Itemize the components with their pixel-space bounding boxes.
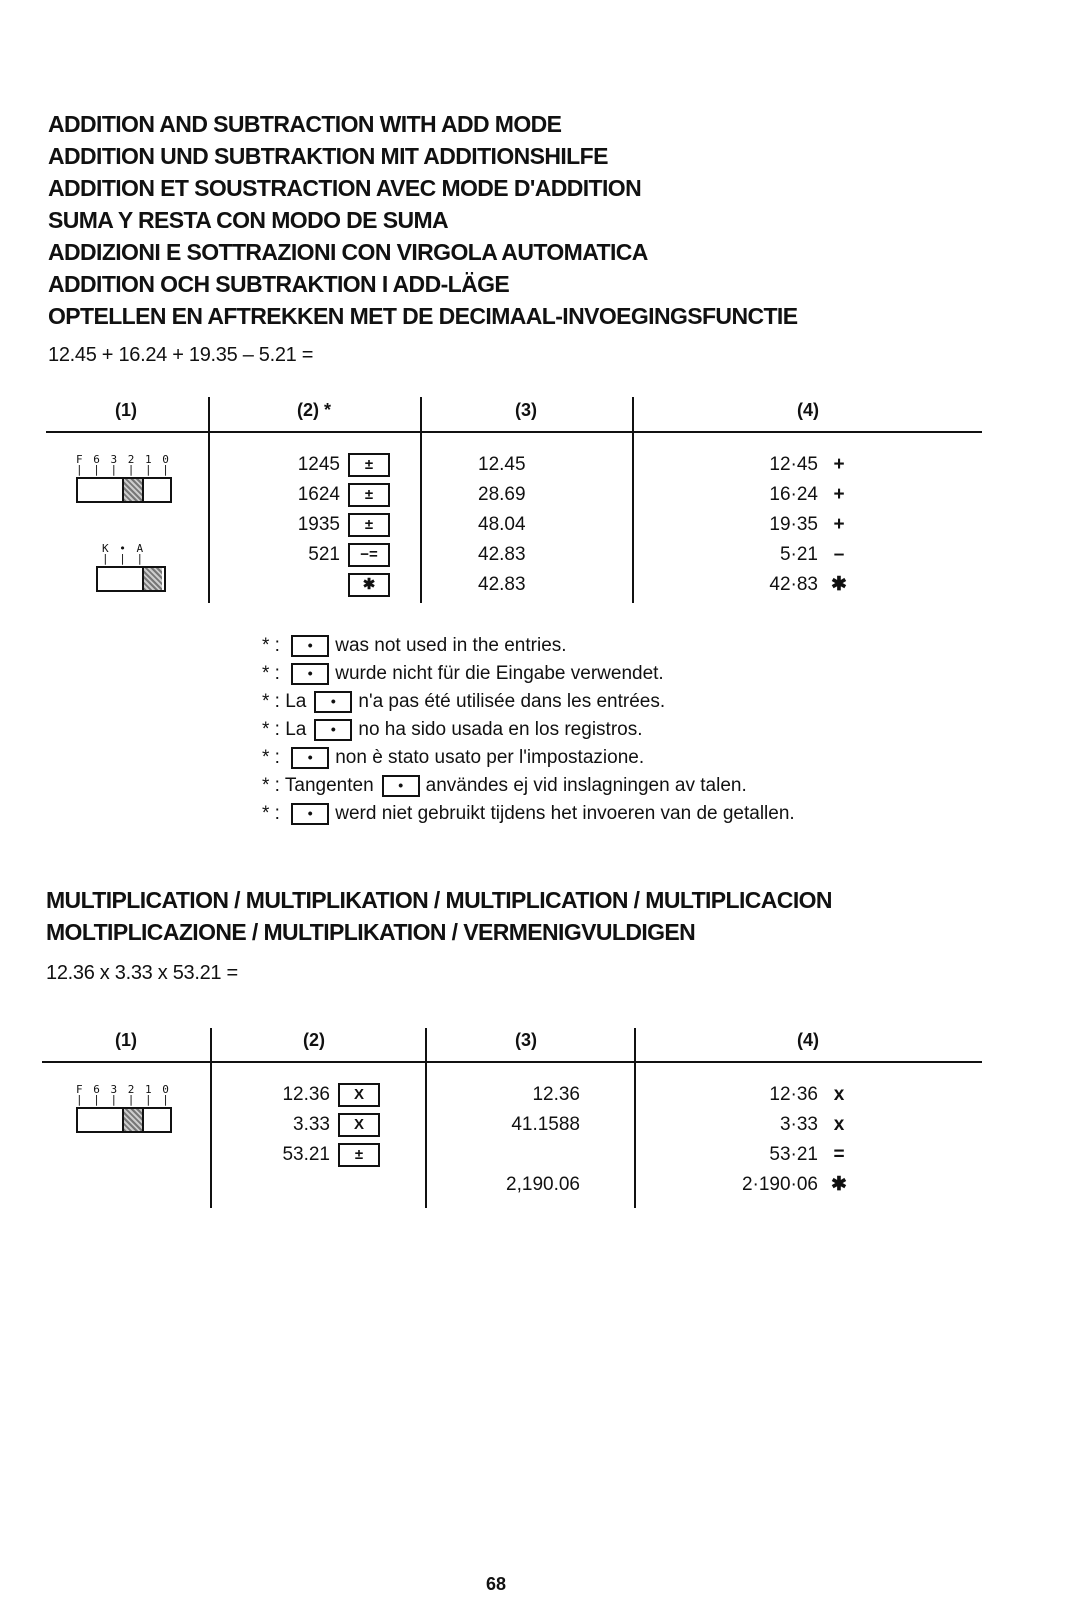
table-row	[240, 1080, 380, 1110]
footnote-text: no ha sido usada en los registros.	[358, 719, 643, 740]
footnote	[262, 688, 795, 716]
heading-sv: ADDITION OCH SUBTRAKTION I ADD-LÄGE	[48, 271, 510, 297]
decimal-key-icon: •	[291, 803, 329, 825]
print-value: 3·33	[779, 1114, 818, 1135]
print-col	[700, 450, 850, 600]
formula-1: 12.45 + 16.24 + 19.35 – 5.21 =	[48, 344, 314, 366]
decimal-key-icon: •	[314, 691, 352, 713]
heading-de: ADDITION UND SUBTRAKTION MIT ADDITIONSHILFE	[48, 143, 608, 169]
decimal-key-icon: •	[291, 663, 329, 685]
heading-nl: OPTELLEN EN AFTREKKEN MET DE DECIMAAL-INVOEGINGSFUNCTIE	[48, 303, 798, 329]
table-row	[250, 480, 390, 510]
footnote-marker: * :	[262, 747, 280, 768]
footnote	[262, 716, 795, 744]
print-col	[700, 1080, 850, 1200]
display-value: 12.45	[478, 454, 526, 475]
display-value: 28.69	[478, 484, 526, 505]
switch-body	[76, 1107, 172, 1133]
footnote-text: n'a pas été utilisée dans les entrées.	[358, 691, 666, 712]
table-row	[250, 450, 390, 480]
print-symbol: ✱	[831, 574, 847, 595]
print-value: 12·45	[769, 454, 818, 475]
col-divider	[425, 1028, 427, 1208]
decimal-key-icon: •	[382, 775, 420, 797]
page-number: 68	[486, 1574, 507, 1594]
print-symbol: x	[833, 1114, 845, 1135]
print-row	[700, 510, 850, 540]
formula-2: 12.36 x 3.33 x 53.21 =	[46, 962, 238, 984]
print-value: 16·24	[769, 484, 818, 505]
heading-multiplication-2: MOLTIPLICAZIONE / MULTIPLIKATION / VERMENIGVULDIGEN	[46, 919, 696, 945]
col-divider	[420, 397, 422, 603]
footnote-marker: * :	[262, 719, 280, 740]
switch-body	[76, 477, 172, 503]
print-row	[700, 570, 850, 600]
footnote-marker: * :	[262, 663, 280, 684]
table-rule	[42, 1061, 982, 1063]
switch-ticks: | | |	[102, 552, 146, 565]
heading-es: SUMA Y RESTA CON MODO DE SUMA	[48, 207, 449, 233]
footnote	[262, 772, 795, 800]
table-row	[240, 1140, 380, 1170]
entry-value: 12.36	[282, 1084, 330, 1105]
table-rule	[46, 431, 982, 433]
footnote	[262, 800, 795, 828]
print-value: 5·21	[779, 544, 818, 565]
switch-ticks: | | | | | |	[76, 463, 171, 476]
table-row	[250, 540, 390, 570]
col-header-3: (3)	[515, 1030, 537, 1050]
footnote-text: wurde nicht für die Eingabe verwendet.	[335, 663, 664, 684]
entry-value: 3.33	[293, 1114, 330, 1135]
section2-headings	[46, 884, 832, 948]
print-row	[700, 1110, 850, 1140]
decimal-switch	[76, 453, 172, 503]
col-header-1: (1)	[115, 400, 137, 420]
decimal-key-icon: •	[314, 719, 352, 741]
display-col	[478, 450, 558, 600]
print-symbol: –	[833, 544, 845, 565]
display-value: 48.04	[478, 514, 526, 535]
plus-equal-key-icon: ±	[348, 513, 390, 537]
col-header-2: (2)	[303, 1030, 325, 1050]
print-symbol: =	[833, 1144, 845, 1165]
print-row	[700, 450, 850, 480]
footnote-pre: Tangenten	[284, 775, 374, 796]
display-value: 12.36	[532, 1084, 580, 1105]
footnote	[262, 744, 795, 772]
print-value: 19·35	[769, 514, 818, 535]
switch-ticks: | | | | | |	[76, 1093, 171, 1106]
footnotes	[262, 632, 795, 828]
col-header-3: (3)	[515, 400, 537, 420]
multiply-key-icon: X	[338, 1083, 380, 1107]
entry-value: 1624	[297, 484, 340, 505]
col-header-1: (1)	[115, 1030, 137, 1050]
footnote-marker: * :	[262, 803, 280, 824]
footnote	[262, 660, 795, 688]
display-value: 2,190.06	[506, 1174, 580, 1195]
footnote-marker: * :	[262, 775, 280, 796]
print-symbol: +	[833, 484, 845, 505]
footnote-pre: La	[285, 719, 307, 740]
switch-knob	[122, 479, 144, 501]
print-symbol: +	[833, 514, 845, 535]
print-row	[700, 1080, 850, 1110]
plus-equal-key-icon: ±	[338, 1143, 380, 1167]
entry-value: 1935	[297, 514, 340, 535]
display-value	[470, 1140, 580, 1170]
col-divider	[632, 397, 634, 603]
plus-equal-key-icon: ±	[348, 483, 390, 507]
switch-knob	[142, 568, 162, 590]
footnote	[262, 632, 795, 660]
section1-headings	[48, 108, 797, 332]
table-row	[250, 570, 390, 600]
display-value: 41.1588	[511, 1114, 580, 1135]
print-row	[700, 480, 850, 510]
switch-body	[96, 566, 166, 592]
footnote-text: användes ej vid inslagningen av talen.	[425, 775, 747, 796]
heading-fr: ADDITION ET SOUSTRACTION AVEC MODE D'ADDITION	[48, 175, 642, 201]
entry-value: 53.21	[282, 1144, 330, 1165]
heading-en: ADDITION AND SUBTRACTION WITH ADD MODE	[48, 111, 562, 137]
print-value: 42·83	[769, 574, 818, 595]
print-row	[700, 1140, 850, 1170]
col-divider	[634, 1028, 636, 1208]
decimal-key-icon: •	[291, 747, 329, 769]
col-header-4: (4)	[797, 1030, 819, 1050]
print-row	[700, 1170, 850, 1200]
display-value: 42.83	[478, 574, 526, 595]
print-value: 53·21	[769, 1144, 818, 1165]
mode-switch	[96, 542, 156, 592]
footnote-text: werd niet gebruikt tijdens het invoeren van de getallen.	[335, 803, 795, 824]
decimal-key-icon: •	[291, 635, 329, 657]
col-divider	[208, 397, 210, 603]
entry-value: 1245	[297, 454, 340, 475]
footnote-pre: La	[285, 691, 307, 712]
multiply-key-icon: X	[338, 1113, 380, 1137]
footnote-marker: * :	[262, 635, 280, 656]
col-header-4: (4)	[797, 400, 819, 420]
print-symbol: +	[833, 454, 845, 475]
footnote-text: non è stato usato per l'impostazione.	[335, 747, 645, 768]
entry-value: 521	[308, 544, 340, 565]
heading-multiplication-1: MULTIPLICATION / MULTIPLIKATION / MULTIPLICATION / MULTIPLICACION	[46, 887, 832, 913]
footnote-text: was not used in the entries.	[335, 635, 567, 656]
print-value: 2·190·06	[741, 1174, 818, 1195]
minus-equal-key-icon: −=	[348, 543, 390, 567]
total-key-icon: ✱	[348, 573, 390, 597]
print-value: 12·36	[769, 1084, 818, 1105]
decimal-switch-labels: F 6 3 2 1 0	[76, 453, 171, 466]
print-symbol: ✱	[831, 1174, 847, 1195]
heading-it: ADDIZIONI E SOTTRAZIONI CON VIRGOLA AUTOMATICA	[48, 239, 648, 265]
plus-equal-key-icon: ±	[348, 453, 390, 477]
decimal-switch-labels: F 6 3 2 1 0	[76, 1083, 171, 1096]
switch-knob	[122, 1109, 144, 1131]
col-divider	[210, 1028, 212, 1208]
mode-switch-labels: K • A	[102, 542, 146, 555]
entries-col	[240, 1080, 380, 1170]
print-symbol: x	[833, 1084, 845, 1105]
entries-col	[250, 450, 390, 600]
display-value: 42.83	[478, 544, 526, 565]
table-row	[240, 1110, 380, 1140]
print-row	[700, 540, 850, 570]
table-row	[250, 510, 390, 540]
decimal-switch	[76, 1083, 172, 1133]
col-header-2: (2) *	[296, 400, 331, 420]
footnote-marker: * :	[262, 691, 280, 712]
display-col	[470, 1080, 580, 1200]
